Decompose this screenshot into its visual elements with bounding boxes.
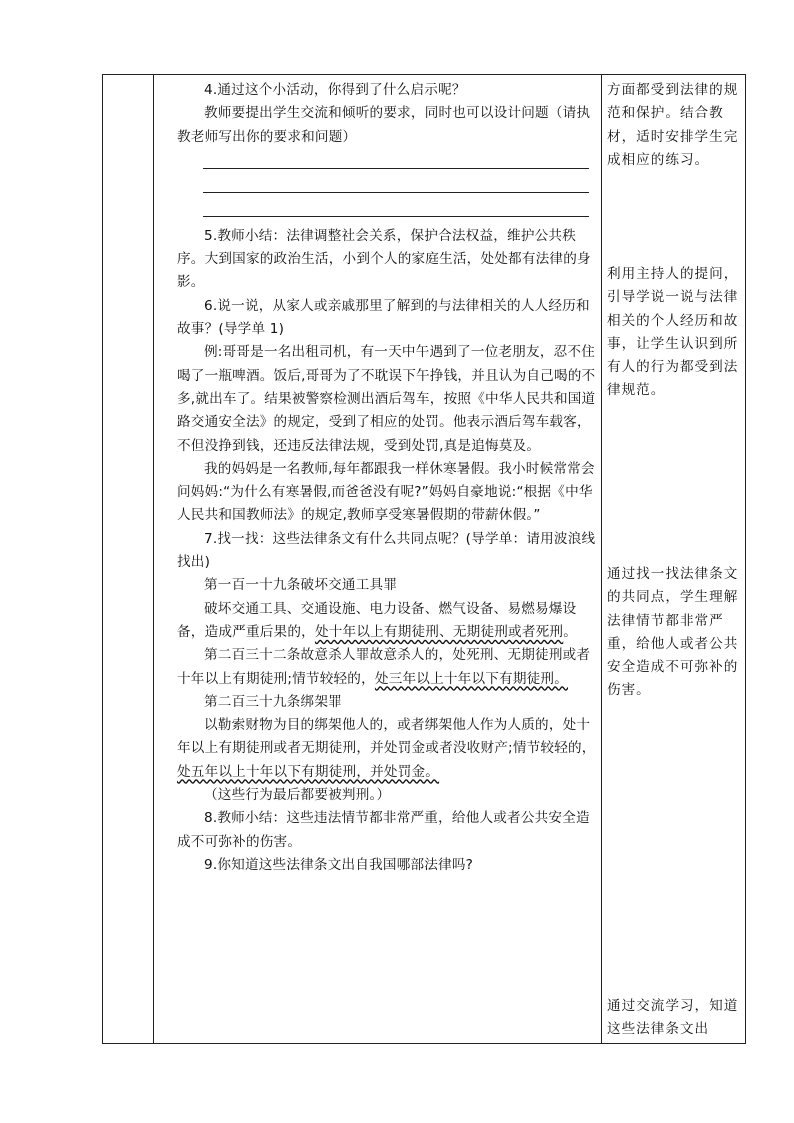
note-4: 通过交流学习，知道这些法律条文出 xyxy=(607,998,739,1038)
wavy-underline: 处五年以上十年以下有期徒刑，并处罚金。 xyxy=(177,763,440,780)
question-4: 4.通过这个小活动，你得到了什么启示呢？ xyxy=(204,82,466,98)
wavy-underline: 处十年以上有期徒刑、无期徒刑或者死刑 xyxy=(314,623,564,640)
article-239-text: 以勒索财物为目的绑架他人的，或者绑架他人作为人质的，处十年以上有期徒刑或者无期徒刑，并处罚金或者没收财产;情节较轻的，处五年以上十年以下有期徒刑，并处罚金。 xyxy=(177,717,596,780)
article-232-text: 第二百三十二条故意杀人罪故意杀人的，处死刑、无期徒刑或者十年以上有期徒刑;情节较轻的，处三年以上十年以下有期徒刑。 xyxy=(177,647,591,687)
parenthetical-note: （这些行为最后都要被判刑。） xyxy=(204,787,391,804)
summary-5: 5.教师小结：法律调整社会关系，保护合法权益，维护公共秩序。大到国家的政治生活，小到个人的家庭生活，处处都有法律的身影。 xyxy=(177,227,591,291)
lesson-table xyxy=(102,74,746,1044)
example-story: 例:哥哥是一名出租司机，有一天中午遇到了一位老朋友，忍不住喝了一瓶啤酒。饭后,哥哥为了不耽误下午挣钱，并且认为自己喝的不多,就出车了。结果被警察检测出酒后驾车，按照《中华人民共和国道路交通安全法》的规定，受到了相应的处罚。他表示酒后驾车载客，不但没挣到钱，还违反法律法规，受到处罚,真是追悔莫及。 xyxy=(177,344,596,454)
article-239-title: 第二百三十九条绑架罪 xyxy=(204,693,342,710)
note-1: 方面都受到法律的规范和保护。结合教材，适时安排学生完成相应的练习。 xyxy=(607,82,739,168)
article-119-title: 第一百一十九条破坏交通工具罪 xyxy=(204,577,398,594)
note-2: 利用主持人的提问，引导学说一说与法律相关的个人经历和故事，让学生认识到所有人的行为都受到法律规范。 xyxy=(607,266,739,399)
activity-7: 7.找一找：这些法律条文有什么共同点呢？(导学单：请用波浪线找出) xyxy=(177,530,596,571)
activity-6: 6.说一说，从家人或亲戚那里了解到的与法律相关的人人经历和故事？(导学单 1) xyxy=(177,297,590,338)
teaching-process-column xyxy=(167,75,603,877)
question-4-note: 教师要提出学生交流和倾听的要求，同时也可以设计问题（请执教老师写出你的要求和问题） xyxy=(177,105,591,145)
wavy-underline: 处三年以上十年以下有期徒刑。 xyxy=(374,670,569,687)
mom-story: 我的妈妈是一名教师,每年都跟我一样休寒暑假。我小时候常常会问妈妈:“为什么有寒暑假,而爸爸没有呢?”妈妈自豪地说:“根据《中华人民共和国教师法》的规定,教师享受寒暑假期的带薪休假。” xyxy=(177,460,595,524)
summary-8: 8.教师小结：这些违法情节都非常严重，给他人或者公共安全造成不可弥补的伤害。 xyxy=(177,810,590,850)
column-divider xyxy=(153,75,154,1043)
note-3: 通过找一找法律条文的共同点，学生理解法律情节都非常严重，给他人或者公共安全造成不可弥补的伤害。 xyxy=(607,566,739,699)
article-119-text: 破坏交通工具、交通设施、电力设备、燃气设备、易燃易爆设备，造成严重后果的，处十年以上有期徒刑、无期徒刑或者死刑。 xyxy=(177,600,578,640)
question-9: 9.你知道这些法律条文出自我国哪部法律吗? xyxy=(204,856,474,873)
